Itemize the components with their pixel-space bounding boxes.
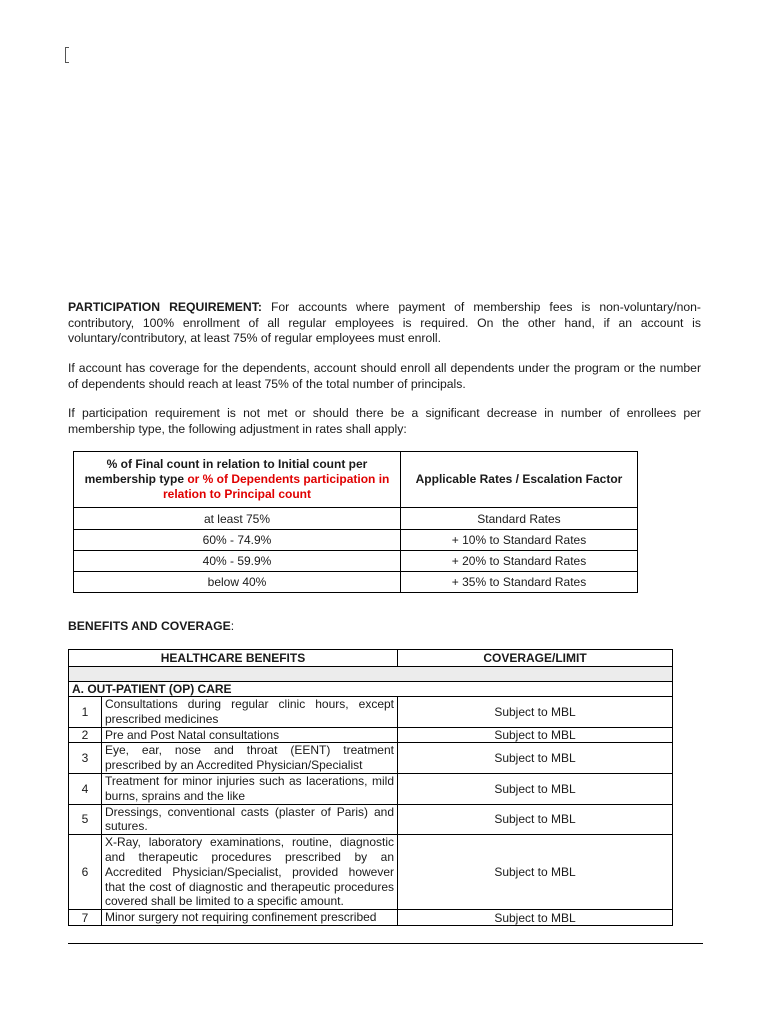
benefits-heading: BENEFITS AND COVERAGE:: [68, 619, 235, 633]
benefit-coverage: Subject to MBL: [398, 773, 673, 804]
rates-range-cell: 40% - 59.9%: [74, 551, 401, 572]
benefit-description: Treatment for minor injuries such as lacerations, mild burns, sprains and the like: [102, 773, 398, 804]
rates-header-escalation: Applicable Rates / Escalation Factor: [401, 452, 638, 508]
participation-paragraph-3: If participation requirement is not met or should there be a significant decrease in number of enrollees per membership type, the following adjustment in rates shall apply:: [68, 406, 701, 436]
benefit-row: [69, 910, 673, 926]
rates-rate-cell: + 35% to Standard Rates: [401, 572, 638, 593]
rates-range-cell: 60% - 74.9%: [74, 530, 401, 551]
rates-row: [74, 551, 638, 572]
benefit-coverage: Subject to MBL: [398, 743, 673, 774]
benefit-row: [69, 697, 673, 728]
rates-table: [73, 451, 638, 593]
benefit-number: 7: [69, 910, 102, 926]
benefit-number: 3: [69, 743, 102, 774]
benefit-description: Consultations during regular clinic hours, except prescribed medicines: [102, 697, 398, 728]
rates-row: [74, 508, 638, 530]
rates-table-header: [74, 452, 638, 508]
text-cursor-mark: [65, 47, 69, 63]
page-bottom-rule: [68, 943, 703, 944]
benefit-coverage: Subject to MBL: [398, 727, 673, 743]
benefits-table: [68, 649, 673, 926]
participation-paragraph-2: If account has coverage for the dependents, account should enroll all dependents under the program or the number of dependents should reach at least 75% of the total number of principals.: [68, 361, 701, 391]
benefit-description: Dressings, conventional casts (plaster of Paris) and sutures.: [102, 804, 398, 835]
benefit-coverage: Subject to MBL: [398, 697, 673, 728]
benefit-description: X-Ray, laboratory examinations, routine, diagnostic and therapeutic procedures prescribed by an Accredited Physician/Specialist, provided however that the cost of diagnostic and therapeutic procedures covered shall be limited to a specific amount.: [102, 835, 398, 910]
rates-row: [74, 530, 638, 551]
benefit-row: [69, 804, 673, 835]
rates-rate-cell: + 10% to Standard Rates: [401, 530, 638, 551]
section-a-title: A. OUT-PATIENT (OP) CARE: [69, 682, 673, 697]
benefit-coverage: Subject to MBL: [398, 835, 673, 910]
rates-row: [74, 572, 638, 593]
benefits-table-header: [69, 650, 673, 667]
rates-rate-cell: Standard Rates: [401, 508, 638, 530]
benefit-number: 6: [69, 835, 102, 910]
benefit-row: [69, 835, 673, 910]
rates-range-cell: at least 75%: [74, 508, 401, 530]
benefit-coverage: Subject to MBL: [398, 910, 673, 926]
benefit-description: Pre and Post Natal consultations: [102, 727, 398, 743]
participation-paragraph-1: [68, 300, 701, 347]
benefit-number: 1: [69, 697, 102, 728]
rates-range-cell: below 40%: [74, 572, 401, 593]
rates-header-count: % of Final count in relation to Initial count per membership type or % of Dependents participation in relation to Principal count: [74, 452, 401, 508]
participation-heading: PARTICIPATION REQUIREMENT:: [68, 300, 262, 314]
benefits-section-a: [69, 682, 673, 697]
benefits-header-coverage: COVERAGE/LIMIT: [398, 650, 673, 667]
benefit-coverage: Subject to MBL: [398, 804, 673, 835]
benefits-header-healthcare: HEALTHCARE BENEFITS: [69, 650, 398, 667]
benefit-description: Eye, ear, nose and throat (EENT) treatment prescribed by an Accredited Physician/Specialist: [102, 743, 398, 774]
participation-text-1: For accounts where payment of membership fees is non-voluntary/non-contributory, 100% enrollment of all regular employees is required. On the other hand, if an account is voluntary/contributory, at least 75% of regular employees must enroll.: [68, 300, 701, 345]
benefit-row: [69, 773, 673, 804]
benefit-row: [69, 743, 673, 774]
rates-header-dependents: or % of Dependents participation in relation to Principal count: [162, 472, 390, 501]
benefit-description: Minor surgery not requiring confinement prescribed: [102, 910, 398, 926]
benefit-row: [69, 727, 673, 743]
benefits-spacer-row: [69, 667, 673, 682]
benefit-number: 2: [69, 727, 102, 743]
benefit-number: 5: [69, 804, 102, 835]
benefit-number: 4: [69, 773, 102, 804]
rates-rate-cell: + 20% to Standard Rates: [401, 551, 638, 572]
